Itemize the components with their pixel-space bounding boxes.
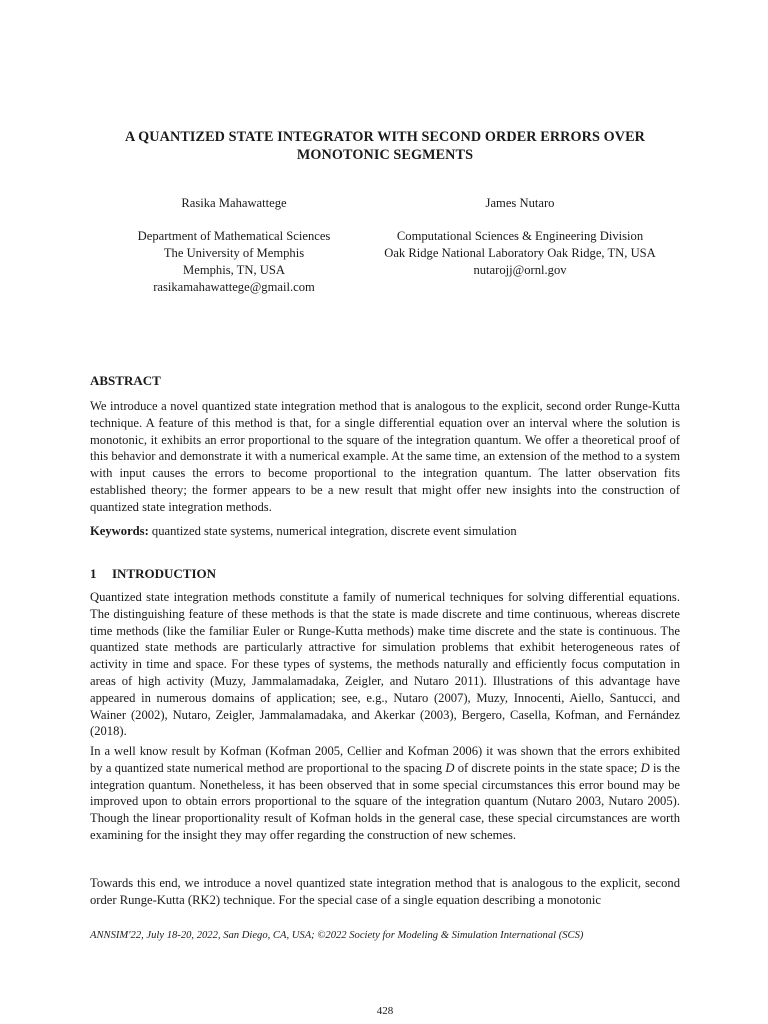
author-2 [370, 195, 670, 279]
intro-paragraph-1: Quantized state integration methods constitute a family of numerical techniques for solving differential equations. The distinguishing feature of these methods is that the state is made discrete and time continuous, whereas discrete time methods (like the familiar Euler or Runge-Kutta methods) make time discrete and the state is continuous. The quantized state methods are particularly attractive for simulation problems that exhibit heterogeneous rates of activity in time and space. For these types of systems, the methods naturally and efficiently focus computation in areas of high activity (Muzy, Jammalamadaka, Zeigler, and Nutaro 2011). Illustrations of this advantage have appeared in numerous domains of application; see, e.g., Nutaro (2007), Muzy, Innocenti, Aiello, Santucci, and Wainer (2002), Nutaro, Zeigler, Jammalamadaka, and Akerkar (2003), Bergero, Casella, Kofman, and Fernández (2018). [90, 590, 680, 739]
author-1 [84, 195, 384, 296]
author-email: nutarojj@ornl.gov [473, 263, 567, 277]
paper-title: A QUANTIZED STATE INTEGRATOR WITH SECOND ORDER ERRORS OVER MONOTONIC SEGMENTS [124, 129, 646, 163]
conference-footer: ANNSIM'22, July 18-20, 2022, San Diego, CA, USA; ©2022 Society for Modeling & Simulation International (SCS) [90, 930, 584, 941]
author-block [90, 195, 680, 305]
author-affiliation-line: Memphis, TN, USA [183, 263, 285, 277]
variable-d: D [640, 760, 650, 775]
author-email: rasikamahawattege@gmail.com [153, 280, 315, 294]
page-number: 428 [376, 1005, 394, 1017]
keywords-line [90, 523, 680, 540]
variable-d: D [445, 760, 455, 775]
author-name: James Nutaro [485, 196, 555, 210]
author-name: Rasika Mahawattege [181, 196, 287, 210]
author-affiliation-line: The University of Memphis [163, 246, 305, 260]
author-affiliation-line: Oak Ridge National Laboratory Oak Ridge, TN, USA [384, 246, 656, 260]
intro-paragraph-3: Towards this end, we introduce a novel quantized state integration method that is analogous to the explicit, second order Runge-Kutta (RK2) technique. For the special case of a single equation describing a monotonic [90, 876, 680, 907]
author-affiliation-line: Computational Sciences & Engineering Division [396, 229, 644, 243]
intro-p2-text: is the integration quantum. Nonetheless, it has been observed that in some special circumstances this error bound may be improved upon to obtain errors proportional to the square of the integration quantum (Nutaro 2003, Nutaro 2005). Though the linear proportionality result of Kofman holds in the general case, these special circumstances are worth examining for the insight they may offer regarding the construction of new schemes. [90, 760, 680, 842]
intro-p2-text: of discrete points in the state space; [454, 760, 641, 775]
introduction-heading [90, 565, 216, 582]
intro-p2-text: In a well know result by Kofman (Kofman 2005, Cellier and Kofman 2006) it was shown that the errors exhibited by a quantized state numerical method are proportional to the spacing [90, 744, 680, 775]
abstract-heading: ABSTRACT [90, 373, 161, 388]
intro-paragraph-2 [90, 743, 680, 844]
section-title: INTRODUCTION [112, 566, 217, 581]
author-affiliation-line: Department of Mathematical Sciences [137, 229, 331, 243]
keywords-text: quantized state systems, numerical integration, discrete event simulation [151, 524, 517, 538]
keywords-label: Keywords: [90, 524, 149, 538]
section-number: 1 [90, 566, 97, 581]
paper-page [90, 0, 680, 1024]
abstract-text: We introduce a novel quantized state integration method that is analogous to the explicit, second order Runge-Kutta technique. A feature of this method is that, for a single differential equation over an interval where the solution is monotonic, it exhibits an error proportional to the square of the integration quantum. We offer a theoretical proof of this behavior and demonstrate it with a numerical example. At the same time, an extension of the method to a system with input causes the errors to become proportional to the integration quantum. The latter observation fits established theory; the former appears to be a new result that might offer new insights into the construction of quantized state integration methods. [90, 399, 680, 514]
